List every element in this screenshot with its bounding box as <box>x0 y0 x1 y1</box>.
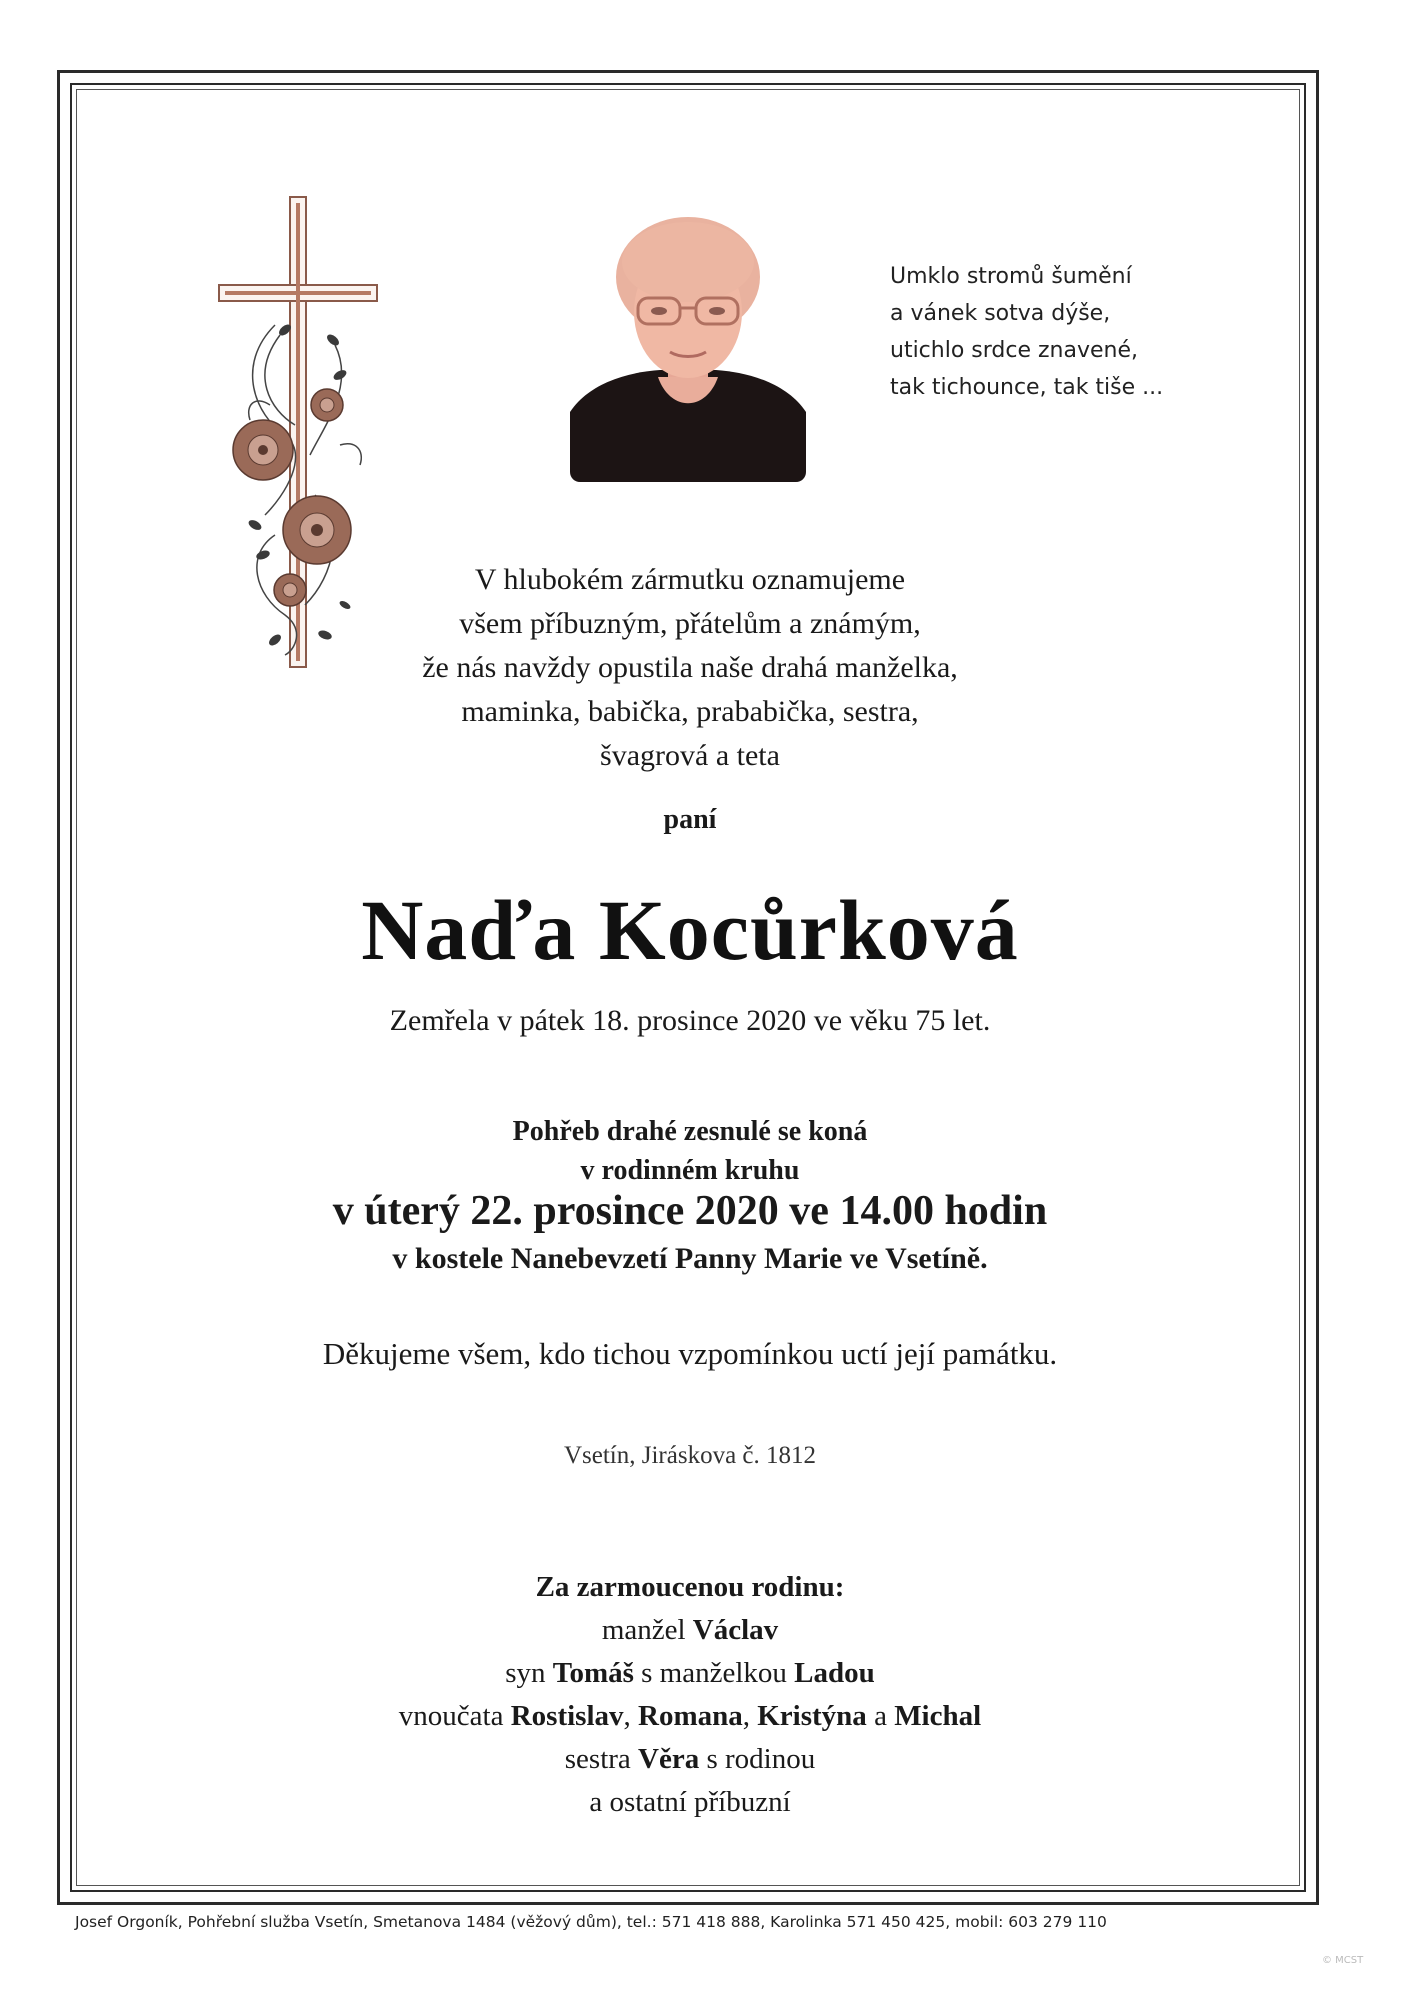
death-line: Zemřela v pátek 18. prosince 2020 ve věku 75 let. <box>389 1004 991 1037</box>
funeral-line: v rodinném kruhu <box>580 1155 800 1186</box>
family-member-name: Tomáš <box>552 1657 634 1689</box>
family-member-name: Věra <box>638 1743 700 1775</box>
family-row-sister <box>120 1738 1260 1781</box>
announcement-line: švagrová a teta <box>600 739 780 772</box>
family-member-name: Michal <box>894 1700 982 1732</box>
family-row-grandchildren: vnoučata Rostislav, Romana, Kristýna a Michal <box>398 1700 982 1732</box>
announcement-line: že nás navždy opustila naše drahá manželka, <box>422 651 958 684</box>
poem-line: tak tichounce, tak tiše ... <box>890 375 1164 400</box>
family-member-name: Romana <box>638 1700 743 1732</box>
announcement-line: V hlubokém zármutku oznamujeme <box>474 563 906 596</box>
family-row-others: a ostatní příbuzní <box>589 1786 791 1818</box>
announcement <box>120 558 1260 778</box>
family-member-name: Ladou <box>794 1657 875 1689</box>
funeral-place: v kostele Nanebevzetí Panny Marie ve Vsetíně. <box>392 1242 988 1275</box>
thanks-line: Děkujeme všem, kdo tichou vzpomínkou uctí její památku. <box>322 1336 1058 1371</box>
poem-line: Umklo stromů šumění <box>890 264 1132 289</box>
funeral-datetime: v úterý 22. prosince 2020 ve 14.00 hodin <box>332 1188 1048 1234</box>
footer-funeral-service: Josef Orgoník, Pohřební služba Vsetín, Smetanova 1484 (věžový dům), tel.: 571 418 888, Karolinka 571 450 425, mobil: 603 279 110 <box>75 1913 1107 1931</box>
family-connector: s manželkou <box>641 1657 787 1689</box>
address: Vsetín, Jiráskova č. 1812 <box>563 1442 817 1469</box>
family-prefix: vnoučata <box>398 1700 504 1732</box>
family-member-name: Václav <box>692 1614 779 1646</box>
scan-stamp: © MCST <box>1322 1955 1364 1966</box>
family-prefix: manžel <box>601 1614 686 1646</box>
poem <box>890 258 1220 406</box>
deceased-name: Naďa Kocůrková <box>361 882 1019 978</box>
family-heading: Za zarmoucenou rodinu: <box>535 1571 845 1603</box>
poem-line: utichlo srdce znavené, <box>890 338 1138 363</box>
announcement-line: maminka, babička, prababička, sestra, <box>461 695 919 728</box>
family-member-name: Kristýna <box>757 1700 867 1732</box>
family-list <box>120 1566 1260 1824</box>
funeral-line: Pohřeb drahé zesnulé se koná <box>512 1116 868 1147</box>
poem-line: a vánek sotva dýše, <box>890 301 1111 326</box>
family-connector: s rodinou <box>706 1743 816 1775</box>
announcement-line: všem příbuzným, přátelům a známým, <box>459 607 921 640</box>
family-prefix: syn <box>505 1657 546 1689</box>
title-word: paní <box>663 804 717 835</box>
family-connector: a <box>874 1700 887 1732</box>
family-row-son <box>120 1652 1260 1695</box>
funeral-intro <box>120 1112 1260 1190</box>
family-member-name: Rostislav <box>510 1700 624 1732</box>
portrait-photo <box>570 212 806 482</box>
family-prefix: sestra <box>564 1743 631 1775</box>
family-row-husband <box>120 1609 1260 1652</box>
